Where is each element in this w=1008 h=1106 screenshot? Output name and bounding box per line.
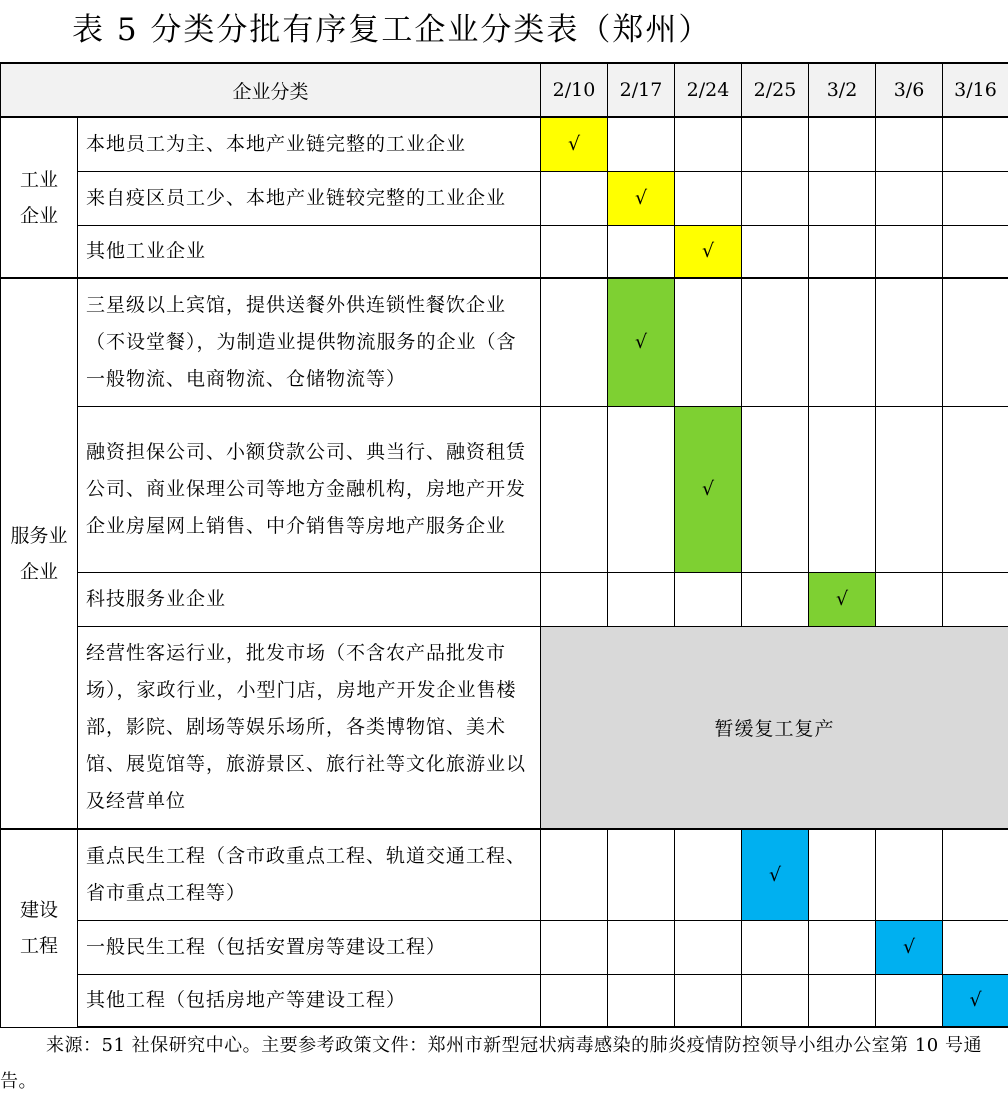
check-mark: √	[608, 278, 675, 406]
row-label: 其他工程（包括房地产等建设工程）	[78, 974, 541, 1027]
check-mark: √	[608, 171, 675, 225]
table-row	[1, 974, 1008, 1027]
table-row	[1, 626, 1008, 829]
table-title: 表 5 分类分批有序复工企业分类表（郑州）	[72, 12, 712, 48]
check-mark: √	[809, 572, 876, 626]
group-label: 企业	[19, 560, 58, 583]
source-note: 来源：51 社保研究中心。主要参考政策文件：郑州市新型冠状病毒感染的肺炎疫情防控领导小组办公室第 10 号通告。	[0, 1035, 982, 1092]
check-mark: √	[943, 974, 1008, 1027]
header-date-6: 3/6	[876, 63, 943, 117]
header-date-2: 2/17	[608, 63, 675, 117]
row-label: 经营性客运行业，批发市场（不含农产品批发市场），家政行业，小型门店，房地产开发企业售楼部，影院、剧场等娱乐场所，各类博物馆、美术馆、展览馆等，旅游景区、旅行社等文化旅游业以及经营单位	[78, 626, 541, 829]
table-row	[1, 117, 1008, 171]
group-label: 工业	[19, 168, 58, 191]
check-mark: √	[675, 406, 742, 572]
header-date-5: 3/2	[809, 63, 876, 117]
row-label: 一般民生工程（包括安置房等建设工程）	[78, 920, 541, 974]
group-label: 企业	[19, 204, 58, 227]
group-industrial	[1, 117, 78, 278]
check-mark: √	[541, 117, 608, 171]
reopening-schedule-table	[0, 62, 1008, 1028]
row-label: 三星级以上宾馆，提供送餐外供连锁性餐饮企业（不设堂餐），为制造业提供物流服务的企业（含一般物流、电商物流、仓储物流等）	[78, 278, 541, 406]
row-label: 重点民生工程（含市政重点工程、轨道交通工程、省市重点工程等）	[78, 829, 541, 920]
group-label: 服务业	[10, 524, 68, 547]
header-date-4: 2/25	[742, 63, 809, 117]
header-row	[1, 63, 1008, 117]
row-label: 融资担保公司、小额贷款公司、典当行、融资租赁公司、商业保理公司等地方金融机构，房地产开发企业房屋网上销售、中介销售等房地产服务企业	[78, 406, 541, 572]
check-mark: √	[675, 225, 742, 278]
row-label: 本地员工为主、本地产业链完整的工业企业	[78, 117, 541, 171]
table-row	[1, 278, 1008, 406]
table-row	[1, 572, 1008, 626]
table-row	[1, 406, 1008, 572]
row-label: 科技服务业企业	[78, 572, 541, 626]
header-date-7: 3/16	[943, 63, 1008, 117]
header-date-3: 2/24	[675, 63, 742, 117]
group-label: 建设	[19, 899, 58, 922]
table-row	[1, 920, 1008, 974]
group-label: 工程	[19, 935, 58, 958]
table-row	[1, 171, 1008, 225]
table-row	[1, 829, 1008, 920]
check-mark: √	[876, 920, 943, 974]
group-service	[1, 278, 78, 829]
row-label: 来自疫区员工少、本地产业链较完整的工业企业	[78, 171, 541, 225]
header-date-1: 2/10	[541, 63, 608, 117]
header-category: 企业分类	[1, 63, 541, 117]
group-construction	[1, 829, 78, 1027]
table-row	[1, 225, 1008, 278]
suspended-cell: 暂缓复工复产	[541, 626, 1008, 829]
row-label: 其他工业企业	[78, 225, 541, 278]
check-mark: √	[742, 829, 809, 920]
